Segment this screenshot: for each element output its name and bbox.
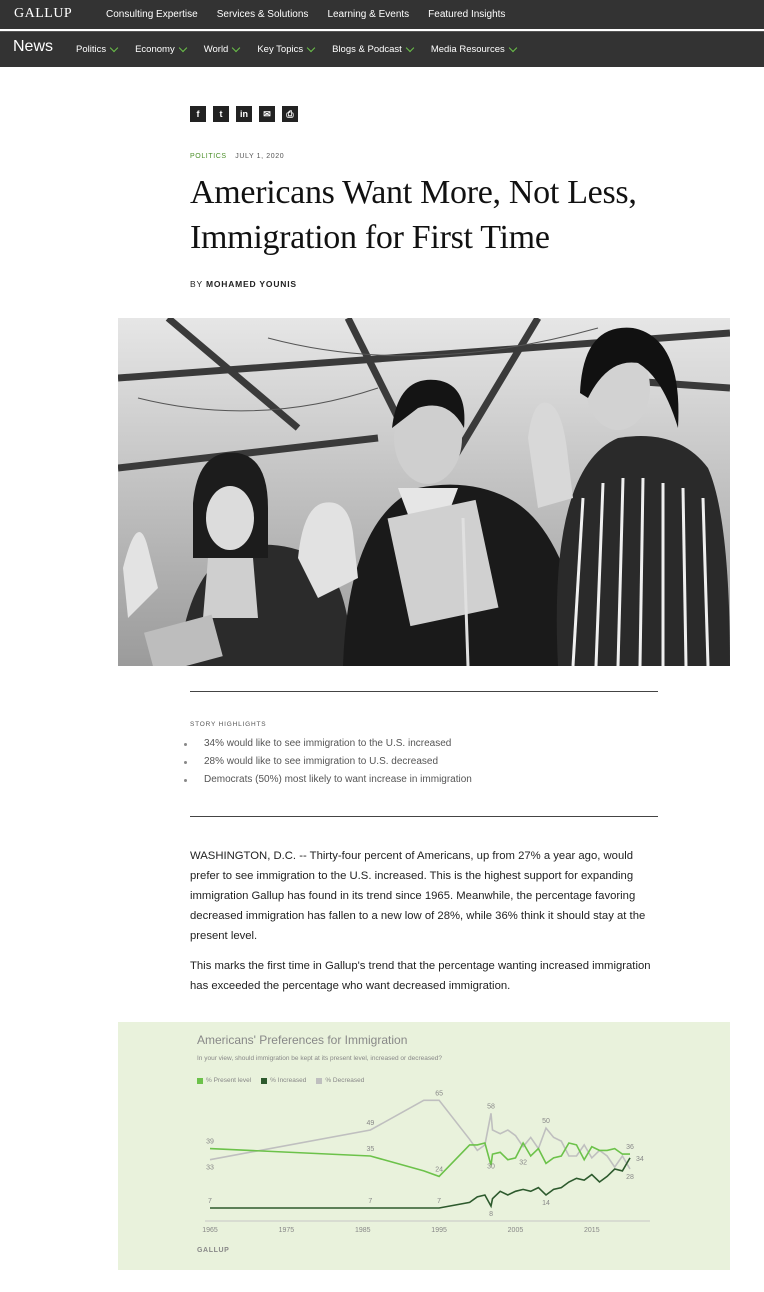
data-label: 30 xyxy=(487,1163,495,1171)
list-item: 28% would like to see immigration to U.S. decreased xyxy=(190,756,472,774)
divider xyxy=(190,691,658,692)
chevron-down-icon xyxy=(406,44,414,52)
series-line xyxy=(210,1100,630,1169)
legend-label: % Present level xyxy=(206,1077,252,1084)
x-tick-label: 2015 xyxy=(584,1227,600,1234)
data-label: 24 xyxy=(435,1166,443,1174)
data-label: 7 xyxy=(208,1198,212,1205)
section-nav-key-topics[interactable] xyxy=(257,44,314,55)
section-nav-blogs-podcast[interactable] xyxy=(332,44,413,55)
nav-consulting-expertise[interactable]: Consulting Expertise xyxy=(106,9,198,20)
data-label: 39 xyxy=(206,1138,214,1146)
x-tick-label: 1985 xyxy=(354,1227,371,1234)
chevron-down-icon xyxy=(178,44,186,52)
data-label: 14 xyxy=(542,1200,550,1207)
chart-source: GALLUP xyxy=(197,1247,230,1254)
chart-subtitle: In your view, should immigration be kept at its present level, increased or decreased? xyxy=(197,1055,442,1062)
hero-photo-illustration xyxy=(118,318,730,666)
print-icon[interactable]: ⎙ xyxy=(282,106,298,122)
divider xyxy=(190,816,658,817)
nav-featured-insights[interactable]: Featured Insights xyxy=(428,9,506,20)
article-paragraph: This marks the first time in Gallup's trend that the percentage wanting increased immigration has exceeded the percentage who want decreased immigration. xyxy=(190,960,651,992)
facebook-icon[interactable]: f xyxy=(190,106,206,122)
data-label: 58 xyxy=(487,1103,495,1111)
email-icon[interactable]: ✉ xyxy=(259,106,275,122)
data-label: 7 xyxy=(437,1198,442,1205)
data-label: 28 xyxy=(626,1174,634,1181)
top-nav xyxy=(106,0,524,29)
section-nav-label: Key Topics xyxy=(257,44,304,55)
byline-prefix: BY xyxy=(190,279,203,289)
share-toolbar xyxy=(190,106,305,122)
series-line xyxy=(210,1158,630,1208)
legend-label: % Increased xyxy=(270,1077,307,1084)
page-title: Americans Want More, Not Less, Immigration for First Time xyxy=(190,174,637,256)
list-item: 34% would like to see immigration to the U.S. increased xyxy=(190,738,472,756)
data-label: 8 xyxy=(489,1211,493,1219)
section-nav-label: Politics xyxy=(76,44,107,55)
chart-title: Americans' Preferences for Immigration xyxy=(197,1033,408,1047)
story-highlights-list xyxy=(190,738,472,792)
data-label: 50 xyxy=(542,1118,550,1126)
chart-plot xyxy=(118,1022,730,1270)
section-nav-label: Blogs & Podcast xyxy=(332,44,402,55)
article-date: JULY 1, 2020 xyxy=(235,153,285,160)
section-nav-world[interactable] xyxy=(204,44,240,55)
hero-photo xyxy=(118,318,730,666)
data-label: 65 xyxy=(435,1090,443,1098)
data-label: 32 xyxy=(519,1159,527,1167)
list-item: Democrats (50%) most likely to want increase in immigration xyxy=(190,774,472,792)
gallup-logo[interactable]: GALLUP xyxy=(14,6,73,21)
section-nav-label: Media Resources xyxy=(430,44,505,55)
chevron-down-icon xyxy=(509,44,517,52)
nav-learning-events[interactable]: Learning & Events xyxy=(327,9,410,20)
story-highlights-title: STORY HIGHLIGHTS xyxy=(190,721,267,728)
article-paragraph: WASHINGTON, D.C. -- Thirty-four percent of Americans, up from 27% a year ago, would prefer to see immigration to the U.S. increased. This is the highest support for expanding immigration Gallup has found in its trend since 1965. Meanwhile, the percentage favoring decreased immigration has fallen to a new low of 28%, while 36% think it should stay at the present level. xyxy=(190,850,646,942)
data-label: 33 xyxy=(206,1164,214,1172)
article-meta xyxy=(190,153,284,160)
x-tick-label: 1965 xyxy=(202,1227,218,1234)
section-title[interactable]: News xyxy=(13,38,54,55)
byline xyxy=(190,279,297,289)
section-nav-economy[interactable] xyxy=(135,44,186,55)
legend-label: % Decreased xyxy=(325,1077,365,1084)
x-tick-label: 1975 xyxy=(278,1227,295,1234)
article-category[interactable]: POLITICS xyxy=(190,153,227,160)
data-label: 7 xyxy=(368,1198,373,1205)
data-label: 35 xyxy=(366,1146,375,1153)
data-label: 34 xyxy=(636,1155,644,1163)
section-nav-media-resources[interactable] xyxy=(431,44,516,55)
nav-services-solutions[interactable]: Services & Solutions xyxy=(216,9,309,20)
top-navigation-bar xyxy=(0,0,764,29)
section-navigation-bar xyxy=(0,31,764,67)
section-nav-politics[interactable] xyxy=(76,44,117,55)
linkedin-icon[interactable]: in xyxy=(236,106,252,122)
author-name[interactable]: MOHAMED YOUNIS xyxy=(205,279,297,289)
chevron-down-icon xyxy=(110,44,118,52)
x-tick-label: 1995 xyxy=(431,1227,447,1234)
immigration-chart xyxy=(118,1022,730,1270)
x-tick-label: 2005 xyxy=(507,1227,524,1234)
data-label: 36 xyxy=(626,1144,634,1152)
section-nav xyxy=(76,32,534,67)
data-label: 49 xyxy=(366,1120,375,1127)
section-nav-label: World xyxy=(203,44,229,55)
chevron-down-icon xyxy=(307,44,315,52)
chevron-down-icon xyxy=(232,44,240,52)
section-nav-label: Economy xyxy=(135,44,175,55)
twitter-icon[interactable]: t xyxy=(213,106,229,122)
